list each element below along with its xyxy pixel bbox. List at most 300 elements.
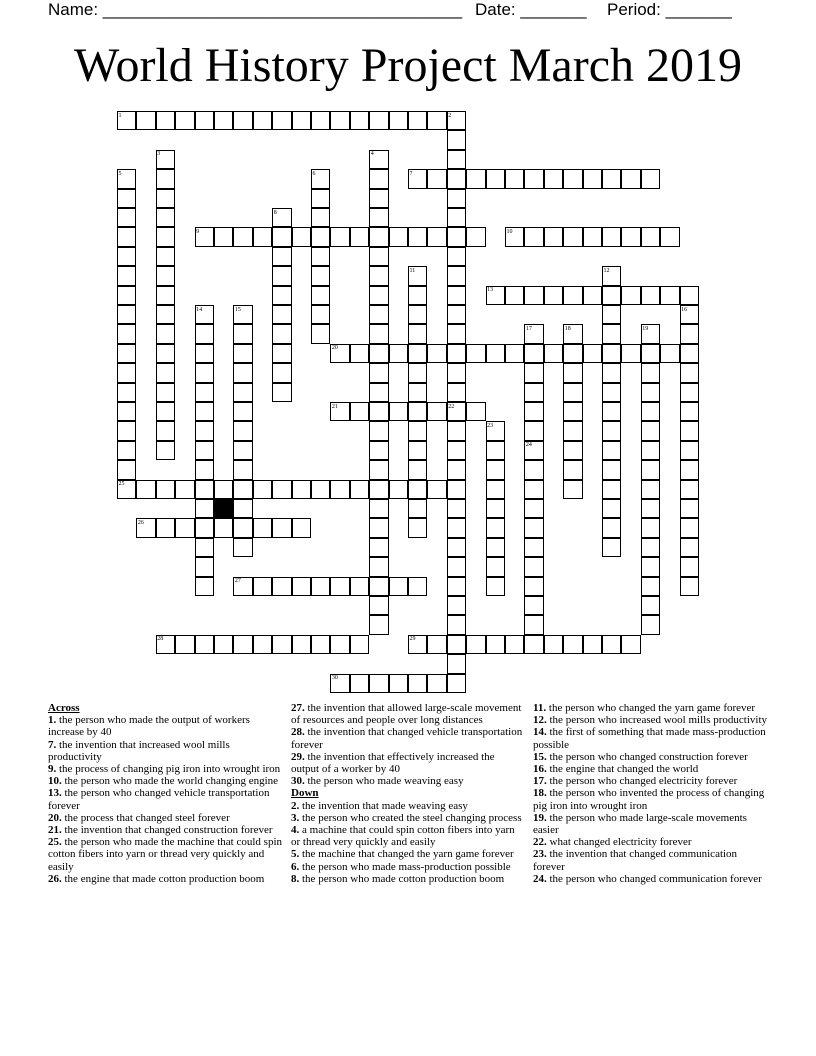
grid-cell[interactable] xyxy=(369,363,388,382)
grid-cell[interactable] xyxy=(524,363,543,382)
grid-cell[interactable] xyxy=(330,577,349,596)
grid-cell[interactable] xyxy=(156,441,175,460)
grid-cell[interactable] xyxy=(195,344,214,363)
grid-cell[interactable] xyxy=(389,344,408,363)
grid-cell[interactable] xyxy=(389,674,408,693)
grid-cell[interactable] xyxy=(369,402,388,421)
grid-cell[interactable] xyxy=(350,674,369,693)
grid-cell[interactable] xyxy=(292,635,311,654)
grid-cell[interactable] xyxy=(602,635,621,654)
grid-cell[interactable] xyxy=(195,111,214,130)
grid-cell[interactable] xyxy=(156,363,175,382)
grid-cell[interactable] xyxy=(427,674,446,693)
grid-cell[interactable] xyxy=(369,460,388,479)
grid-cell[interactable] xyxy=(524,557,543,576)
grid-cell[interactable] xyxy=(544,169,563,188)
grid-cell[interactable] xyxy=(350,344,369,363)
grid-cell[interactable] xyxy=(233,421,252,440)
grid-cell[interactable] xyxy=(253,480,272,499)
grid-cell[interactable] xyxy=(369,596,388,615)
grid-cell[interactable] xyxy=(233,324,252,343)
grid-cell[interactable] xyxy=(447,460,466,479)
grid-cell[interactable] xyxy=(117,441,136,460)
grid-cell[interactable] xyxy=(680,480,699,499)
grid-cell[interactable] xyxy=(563,441,582,460)
grid-cell[interactable] xyxy=(408,363,427,382)
grid-cell[interactable] xyxy=(524,169,543,188)
grid-cell[interactable] xyxy=(253,227,272,246)
grid-cell[interactable] xyxy=(563,227,582,246)
grid-cell[interactable] xyxy=(233,518,252,537)
grid-cell[interactable] xyxy=(311,208,330,227)
grid-cell[interactable] xyxy=(466,344,485,363)
grid-cell[interactable] xyxy=(408,460,427,479)
grid-cell[interactable] xyxy=(447,538,466,557)
grid-cell[interactable] xyxy=(641,363,660,382)
grid-cell[interactable] xyxy=(602,480,621,499)
grid-cell[interactable] xyxy=(486,499,505,518)
grid-cell[interactable] xyxy=(621,344,640,363)
grid-cell[interactable] xyxy=(117,460,136,479)
grid-cell[interactable] xyxy=(156,286,175,305)
grid-cell[interactable] xyxy=(641,344,660,363)
grid-cell[interactable] xyxy=(408,480,427,499)
grid-cell[interactable] xyxy=(195,577,214,596)
grid-cell[interactable] xyxy=(117,266,136,285)
grid-cell[interactable] xyxy=(195,538,214,557)
grid-cell[interactable] xyxy=(195,499,214,518)
grid-cell[interactable] xyxy=(641,596,660,615)
grid-cell[interactable] xyxy=(602,286,621,305)
grid-cell[interactable] xyxy=(447,635,466,654)
grid-cell[interactable] xyxy=(602,402,621,421)
grid-cell[interactable] xyxy=(195,324,214,343)
grid-cell[interactable] xyxy=(369,577,388,596)
grid-cell[interactable] xyxy=(272,324,291,343)
grid-cell[interactable] xyxy=(292,111,311,130)
grid-cell[interactable] xyxy=(680,538,699,557)
grid-cell[interactable] xyxy=(117,305,136,324)
grid-cell[interactable] xyxy=(408,111,427,130)
grid-cell[interactable] xyxy=(602,538,621,557)
grid-cell[interactable] xyxy=(311,247,330,266)
grid-cell[interactable] xyxy=(680,363,699,382)
grid-cell[interactable] xyxy=(272,266,291,285)
grid-cell[interactable] xyxy=(214,480,233,499)
grid-cell[interactable] xyxy=(466,227,485,246)
grid-cell[interactable] xyxy=(447,674,466,693)
grid-cell[interactable] xyxy=(427,227,446,246)
grid-cell[interactable] xyxy=(583,227,602,246)
grid-cell[interactable] xyxy=(447,208,466,227)
grid-cell[interactable] xyxy=(233,499,252,518)
grid-cell[interactable] xyxy=(350,577,369,596)
grid-cell[interactable] xyxy=(505,169,524,188)
grid-cell[interactable] xyxy=(350,111,369,130)
grid-cell[interactable] xyxy=(466,635,485,654)
grid-cell[interactable] xyxy=(408,402,427,421)
grid-cell[interactable] xyxy=(602,169,621,188)
grid-cell[interactable] xyxy=(563,383,582,402)
grid-cell[interactable] xyxy=(544,227,563,246)
grid-cell[interactable] xyxy=(272,480,291,499)
grid-cell[interactable] xyxy=(447,518,466,537)
name-field[interactable]: Name: ______________________________________ xyxy=(48,0,463,19)
grid-cell[interactable] xyxy=(447,615,466,634)
grid-cell[interactable] xyxy=(680,518,699,537)
grid-cell[interactable] xyxy=(117,324,136,343)
grid-cell[interactable] xyxy=(117,421,136,440)
grid-cell[interactable] xyxy=(447,499,466,518)
grid-cell[interactable] xyxy=(369,305,388,324)
period-field[interactable]: Period: _______ xyxy=(607,0,732,19)
grid-cell[interactable] xyxy=(233,111,252,130)
grid-cell[interactable] xyxy=(175,635,194,654)
grid-cell[interactable] xyxy=(447,150,466,169)
grid-cell[interactable] xyxy=(156,518,175,537)
grid-cell[interactable] xyxy=(233,402,252,421)
grid-cell[interactable] xyxy=(117,189,136,208)
grid-cell[interactable] xyxy=(524,635,543,654)
grid-cell[interactable] xyxy=(563,402,582,421)
grid-cell[interactable] xyxy=(563,286,582,305)
grid-cell[interactable] xyxy=(641,402,660,421)
grid-cell[interactable] xyxy=(253,518,272,537)
grid-cell[interactable] xyxy=(524,227,543,246)
grid-cell[interactable] xyxy=(292,577,311,596)
grid-cell[interactable] xyxy=(292,518,311,537)
grid-cell[interactable] xyxy=(369,227,388,246)
grid-cell[interactable] xyxy=(427,111,446,130)
grid-cell[interactable] xyxy=(583,169,602,188)
grid-cell[interactable] xyxy=(330,635,349,654)
date-field[interactable]: Date: _______ xyxy=(475,0,587,19)
grid-cell[interactable] xyxy=(447,169,466,188)
grid-cell[interactable] xyxy=(602,363,621,382)
grid-cell[interactable] xyxy=(524,499,543,518)
grid-cell[interactable] xyxy=(583,286,602,305)
grid-cell[interactable] xyxy=(156,111,175,130)
grid-cell[interactable] xyxy=(195,421,214,440)
grid-cell[interactable] xyxy=(369,518,388,537)
grid-cell[interactable] xyxy=(214,635,233,654)
grid-cell[interactable] xyxy=(156,305,175,324)
grid-cell[interactable] xyxy=(602,518,621,537)
grid-cell[interactable] xyxy=(641,518,660,537)
grid-cell[interactable] xyxy=(641,480,660,499)
grid-cell[interactable] xyxy=(641,383,660,402)
grid-cell[interactable] xyxy=(602,421,621,440)
grid-cell[interactable] xyxy=(486,635,505,654)
grid-cell[interactable] xyxy=(272,383,291,402)
grid-cell[interactable] xyxy=(369,324,388,343)
grid-cell[interactable] xyxy=(175,518,194,537)
grid-cell[interactable] xyxy=(447,654,466,673)
grid-cell[interactable] xyxy=(408,344,427,363)
grid-cell[interactable] xyxy=(602,305,621,324)
grid-cell[interactable] xyxy=(680,441,699,460)
grid-cell[interactable] xyxy=(233,363,252,382)
grid-cell[interactable] xyxy=(447,577,466,596)
grid-cell[interactable] xyxy=(156,247,175,266)
grid-cell[interactable] xyxy=(583,635,602,654)
grid-cell[interactable] xyxy=(447,324,466,343)
grid-cell[interactable] xyxy=(389,111,408,130)
grid-cell[interactable] xyxy=(505,286,524,305)
grid-cell[interactable] xyxy=(408,577,427,596)
grid-cell[interactable] xyxy=(408,227,427,246)
grid-cell[interactable] xyxy=(524,596,543,615)
grid-cell[interactable] xyxy=(117,383,136,402)
grid-cell[interactable] xyxy=(408,441,427,460)
grid-cell[interactable] xyxy=(427,635,446,654)
grid-cell[interactable] xyxy=(350,402,369,421)
grid-cell[interactable] xyxy=(680,421,699,440)
grid-cell[interactable] xyxy=(447,344,466,363)
grid-cell[interactable] xyxy=(408,383,427,402)
grid-cell[interactable] xyxy=(156,421,175,440)
grid-cell[interactable] xyxy=(544,344,563,363)
grid-cell[interactable] xyxy=(389,402,408,421)
grid-cell[interactable] xyxy=(680,344,699,363)
grid-cell[interactable] xyxy=(195,480,214,499)
grid-cell[interactable] xyxy=(447,421,466,440)
grid-cell[interactable] xyxy=(660,227,679,246)
grid-cell[interactable] xyxy=(602,383,621,402)
grid-cell[interactable] xyxy=(292,227,311,246)
grid-cell[interactable] xyxy=(311,111,330,130)
grid-cell[interactable] xyxy=(466,402,485,421)
grid-cell[interactable] xyxy=(524,577,543,596)
grid-cell[interactable] xyxy=(680,499,699,518)
grid-cell[interactable] xyxy=(486,557,505,576)
grid-cell[interactable] xyxy=(272,247,291,266)
grid-cell[interactable] xyxy=(621,169,640,188)
grid-cell[interactable] xyxy=(117,402,136,421)
grid-cell[interactable] xyxy=(369,615,388,634)
grid-cell[interactable] xyxy=(233,460,252,479)
grid-cell[interactable] xyxy=(117,227,136,246)
grid-cell[interactable] xyxy=(350,227,369,246)
grid-cell[interactable] xyxy=(563,460,582,479)
grid-cell[interactable] xyxy=(389,577,408,596)
grid-cell[interactable] xyxy=(369,480,388,499)
grid-cell[interactable] xyxy=(389,480,408,499)
grid-cell[interactable] xyxy=(156,227,175,246)
grid-cell[interactable] xyxy=(641,441,660,460)
grid-cell[interactable] xyxy=(311,286,330,305)
grid-cell[interactable] xyxy=(117,208,136,227)
grid-cell[interactable] xyxy=(156,383,175,402)
grid-cell[interactable] xyxy=(233,383,252,402)
grid-cell[interactable] xyxy=(505,635,524,654)
grid-cell[interactable] xyxy=(369,189,388,208)
grid-cell[interactable] xyxy=(447,130,466,149)
grid-cell[interactable] xyxy=(427,169,446,188)
grid-cell[interactable] xyxy=(563,635,582,654)
grid-cell[interactable] xyxy=(369,383,388,402)
grid-cell[interactable] xyxy=(486,169,505,188)
grid-cell[interactable] xyxy=(427,402,446,421)
grid-cell[interactable] xyxy=(447,266,466,285)
grid-cell[interactable] xyxy=(195,363,214,382)
grid-cell[interactable] xyxy=(408,286,427,305)
grid-cell[interactable] xyxy=(447,557,466,576)
grid-cell[interactable] xyxy=(156,189,175,208)
grid-cell[interactable] xyxy=(175,111,194,130)
grid-cell[interactable] xyxy=(195,460,214,479)
grid-cell[interactable] xyxy=(486,538,505,557)
grid-cell[interactable] xyxy=(680,577,699,596)
grid-cell[interactable] xyxy=(602,460,621,479)
grid-cell[interactable] xyxy=(156,344,175,363)
grid-cell[interactable] xyxy=(136,111,155,130)
grid-cell[interactable] xyxy=(563,344,582,363)
grid-cell[interactable] xyxy=(447,305,466,324)
grid-cell[interactable] xyxy=(195,383,214,402)
grid-cell[interactable] xyxy=(369,266,388,285)
grid-cell[interactable] xyxy=(447,286,466,305)
grid-cell[interactable] xyxy=(311,266,330,285)
grid-cell[interactable] xyxy=(505,344,524,363)
grid-cell[interactable] xyxy=(350,480,369,499)
grid-cell[interactable] xyxy=(486,518,505,537)
grid-cell[interactable] xyxy=(156,208,175,227)
grid-cell[interactable] xyxy=(641,577,660,596)
grid-cell[interactable] xyxy=(195,518,214,537)
grid-cell[interactable] xyxy=(466,169,485,188)
grid-cell[interactable] xyxy=(524,421,543,440)
grid-cell[interactable] xyxy=(233,480,252,499)
grid-cell[interactable] xyxy=(563,480,582,499)
grid-cell[interactable] xyxy=(602,344,621,363)
grid-cell[interactable] xyxy=(641,557,660,576)
grid-cell[interactable] xyxy=(272,305,291,324)
grid-cell[interactable] xyxy=(641,615,660,634)
grid-cell[interactable] xyxy=(524,518,543,537)
grid-cell[interactable] xyxy=(680,460,699,479)
grid-cell[interactable] xyxy=(253,635,272,654)
grid-cell[interactable] xyxy=(311,189,330,208)
grid-cell[interactable] xyxy=(602,441,621,460)
grid-cell[interactable] xyxy=(214,227,233,246)
grid-cell[interactable] xyxy=(369,286,388,305)
grid-cell[interactable] xyxy=(447,189,466,208)
grid-cell[interactable] xyxy=(214,111,233,130)
grid-cell[interactable] xyxy=(272,518,291,537)
grid-cell[interactable] xyxy=(563,421,582,440)
grid-cell[interactable] xyxy=(427,344,446,363)
grid-cell[interactable] xyxy=(156,266,175,285)
grid-cell[interactable] xyxy=(156,324,175,343)
grid-cell[interactable] xyxy=(583,344,602,363)
grid-cell[interactable] xyxy=(233,441,252,460)
grid-cell[interactable] xyxy=(117,363,136,382)
grid-cell[interactable] xyxy=(311,635,330,654)
grid-cell[interactable] xyxy=(136,480,155,499)
grid-cell[interactable] xyxy=(641,460,660,479)
grid-cell[interactable] xyxy=(524,344,543,363)
grid-cell[interactable] xyxy=(524,480,543,499)
grid-cell[interactable] xyxy=(621,286,640,305)
grid-cell[interactable] xyxy=(253,577,272,596)
grid-cell[interactable] xyxy=(641,286,660,305)
grid-cell[interactable] xyxy=(641,499,660,518)
grid-cell[interactable] xyxy=(272,111,291,130)
grid-cell[interactable] xyxy=(408,674,427,693)
grid-cell[interactable] xyxy=(233,538,252,557)
grid-cell[interactable] xyxy=(214,518,233,537)
grid-cell[interactable] xyxy=(563,169,582,188)
grid-cell[interactable] xyxy=(524,538,543,557)
grid-cell[interactable] xyxy=(369,557,388,576)
grid-cell[interactable] xyxy=(117,247,136,266)
grid-cell[interactable] xyxy=(447,247,466,266)
grid-cell[interactable] xyxy=(447,363,466,382)
grid-cell[interactable] xyxy=(660,286,679,305)
grid-cell[interactable] xyxy=(447,596,466,615)
grid-cell[interactable] xyxy=(117,286,136,305)
grid-cell[interactable] xyxy=(602,227,621,246)
grid-cell[interactable] xyxy=(486,480,505,499)
grid-cell[interactable] xyxy=(680,402,699,421)
grid-cell[interactable] xyxy=(524,383,543,402)
grid-cell[interactable] xyxy=(641,169,660,188)
grid-cell[interactable] xyxy=(330,480,349,499)
grid-cell[interactable] xyxy=(369,247,388,266)
grid-cell[interactable] xyxy=(272,577,291,596)
grid-cell[interactable] xyxy=(369,344,388,363)
grid-cell[interactable] xyxy=(680,383,699,402)
grid-cell[interactable] xyxy=(369,538,388,557)
grid-cell[interactable] xyxy=(427,480,446,499)
grid-cell[interactable] xyxy=(369,421,388,440)
grid-cell[interactable] xyxy=(195,635,214,654)
grid-cell[interactable] xyxy=(369,111,388,130)
grid-cell[interactable] xyxy=(272,363,291,382)
grid-cell[interactable] xyxy=(233,227,252,246)
grid-cell[interactable] xyxy=(311,324,330,343)
grid-cell[interactable] xyxy=(253,111,272,130)
grid-cell[interactable] xyxy=(369,208,388,227)
grid-cell[interactable] xyxy=(311,305,330,324)
grid-cell[interactable] xyxy=(311,577,330,596)
grid-cell[interactable] xyxy=(408,421,427,440)
grid-cell[interactable] xyxy=(447,383,466,402)
grid-cell[interactable] xyxy=(408,518,427,537)
grid-cell[interactable] xyxy=(408,305,427,324)
grid-cell[interactable] xyxy=(641,421,660,440)
grid-cell[interactable] xyxy=(447,480,466,499)
grid-cell[interactable] xyxy=(486,344,505,363)
grid-cell[interactable] xyxy=(369,169,388,188)
grid-cell[interactable] xyxy=(330,227,349,246)
grid-cell[interactable] xyxy=(447,227,466,246)
grid-cell[interactable] xyxy=(486,441,505,460)
grid-cell[interactable] xyxy=(330,111,349,130)
grid-cell[interactable] xyxy=(486,577,505,596)
grid-cell[interactable] xyxy=(272,635,291,654)
grid-cell[interactable] xyxy=(156,169,175,188)
grid-cell[interactable] xyxy=(195,441,214,460)
grid-cell[interactable] xyxy=(195,402,214,421)
grid-cell[interactable] xyxy=(447,441,466,460)
grid-cell[interactable] xyxy=(117,344,136,363)
grid-cell[interactable] xyxy=(369,674,388,693)
grid-cell[interactable] xyxy=(369,499,388,518)
grid-cell[interactable] xyxy=(680,557,699,576)
grid-cell[interactable] xyxy=(602,499,621,518)
